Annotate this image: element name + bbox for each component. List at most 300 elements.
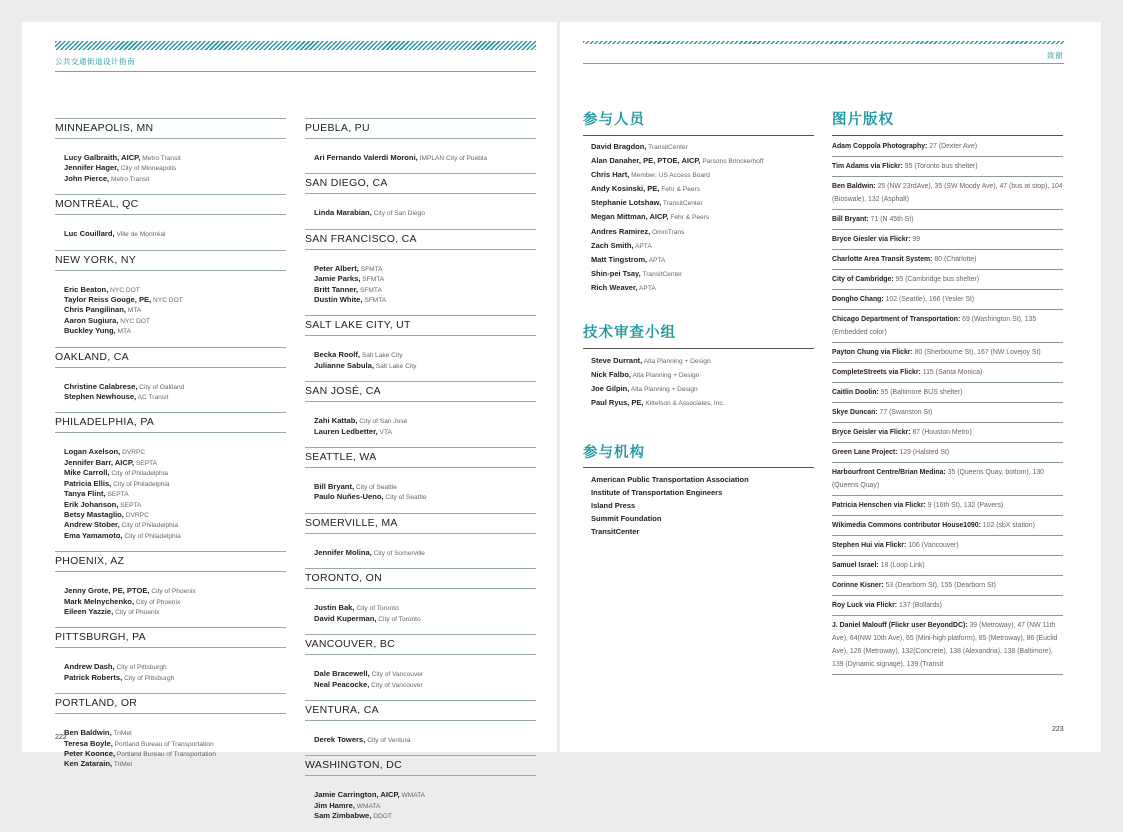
credit-entry <box>832 270 1063 290</box>
person-name: Derek Towers, <box>314 734 366 744</box>
city-heading: OAKLAND, CA <box>55 347 286 368</box>
person-entry <box>64 749 286 759</box>
city-heading: PORTLAND, OR <box>55 693 286 714</box>
people-list <box>305 194 536 218</box>
person-name: Ema Yamamoto, <box>64 530 123 540</box>
city-heading: SAN FRANCISCO, CA <box>305 229 536 250</box>
person-entry <box>314 735 536 745</box>
credit-name: Bryce Geisler via Flickr: <box>832 429 911 436</box>
person-org: City of San Diego <box>371 210 425 218</box>
person-entry <box>64 285 286 295</box>
person-name: Mike Carroll, <box>64 468 110 478</box>
person-org: City of Seattle <box>354 484 397 492</box>
city-block <box>55 250 286 337</box>
person-name: Jamie Parks, <box>314 274 361 284</box>
people-list <box>305 655 536 690</box>
city-heading: SEATTLE, WA <box>305 447 536 468</box>
credit-pages: 69 (Washington St), 135 (Embedded color) <box>832 316 1037 336</box>
credit-pages: 71 (N 45th St) <box>868 216 914 223</box>
person-entry <box>314 680 536 690</box>
credit-name: Samuel Israel: <box>832 562 879 569</box>
person-org: WMATA <box>399 792 426 800</box>
person-org: Kittelson & Associates, Inc. <box>643 400 725 408</box>
person-entry <box>314 285 536 295</box>
person-org: OmniTrans <box>650 228 685 236</box>
credit-entry <box>832 616 1063 675</box>
person-name: Patrick Roberts, <box>64 672 123 682</box>
person-entry <box>64 728 286 738</box>
person-org: City of Philadelphia <box>119 522 178 530</box>
person-org: City of Philadelphia <box>111 480 170 488</box>
credit-pages: 95 (Cambridge bus shelter) <box>893 276 980 283</box>
credit-entry <box>832 576 1063 596</box>
person-org: SEPTA <box>118 501 142 509</box>
city-block <box>305 315 536 371</box>
person-entry <box>64 673 286 683</box>
person-name: Linda Marabian, <box>314 208 372 218</box>
person-org: SEPTA <box>134 459 158 467</box>
credit-name: CompleteStreets via Flickr: <box>832 369 921 376</box>
person-org: SFMTA <box>358 286 382 294</box>
person-name: Sam Zimbabwe, <box>314 811 372 821</box>
person-name: Nick Falbo, <box>591 370 632 380</box>
credit-pages: 102 (Seattle), 166 (Yesler St) <box>883 296 975 303</box>
credit-entry <box>832 536 1063 556</box>
person-name: Erik Johanson, <box>64 499 119 509</box>
person-name: Patricia Ellis, <box>64 478 112 488</box>
org-name: TransitCenter <box>591 527 640 537</box>
credit-pages: 25 (NW 23rdAve), 35 (SW Moody Ave), 47 (bus at stop), 104 (Bioswale), 132 (Asphalt) <box>832 183 1063 203</box>
person-entry <box>314 295 536 305</box>
credit-name: Payton Chung via Flickr: <box>832 349 913 356</box>
person-name: Andrew Stober, <box>64 520 120 530</box>
person-name: Luc Couillard, <box>64 229 115 239</box>
person-entry <box>314 350 536 360</box>
city-heading: SOMERVILLE, MA <box>305 513 536 534</box>
person-entry <box>314 548 536 558</box>
list-item <box>591 473 749 486</box>
credit-name: Green Lane Project: <box>832 449 898 456</box>
person-name: Teresa Boyle, <box>64 738 113 748</box>
person-entry <box>64 153 286 163</box>
person-name: Andres Ramirez, <box>591 226 651 236</box>
person-name: Andy Kosinski, PE, <box>591 184 660 194</box>
person-entry <box>64 739 286 749</box>
person-org: IMPLAN City of Puebla <box>417 155 488 162</box>
credit-entry <box>832 250 1063 270</box>
city-heading: SAN DIEGO, CA <box>305 173 536 194</box>
city-heading: MINNEAPOLIS, MN <box>55 118 286 139</box>
person-org: DDOT <box>371 813 392 821</box>
person-org: AC Transit <box>136 394 169 402</box>
person-org: VTA <box>377 428 392 436</box>
person-name: Andrew Dash, <box>64 662 115 672</box>
person-name: Jennifer Molina, <box>314 547 372 557</box>
person-org: City of Phoenix <box>113 608 160 616</box>
credits-list <box>832 137 1063 717</box>
person-name: Julianne Sabula, <box>314 360 374 370</box>
city-block <box>55 412 286 541</box>
person-name: Rich Weaver, <box>591 282 638 292</box>
person-name: Aaron Sugiura, <box>64 315 119 325</box>
person-org: Metro Transit <box>140 155 181 162</box>
person-name: David Kuperman, <box>314 613 377 623</box>
person-org: WMATA <box>354 802 381 810</box>
person-org: DVRPC <box>123 511 149 519</box>
person-name: Alan Danaher, PE, PTOE, AICP, <box>591 156 701 166</box>
review-title: 技术审查小组 <box>583 325 676 341</box>
person-org: City of Toronto <box>376 615 421 623</box>
city-block <box>305 568 536 624</box>
city-heading: NEW YORK, NY <box>55 250 286 271</box>
list-item <box>591 140 763 154</box>
city-block <box>305 700 536 745</box>
credit-name: Bill Bryant: <box>832 216 869 223</box>
people-list <box>55 368 286 403</box>
credit-name: Wikimedia Commons contributor House1090: <box>832 522 981 529</box>
person-entry <box>64 316 286 326</box>
city-block <box>55 627 286 683</box>
person-org: NYC DOT <box>108 286 140 294</box>
credit-entry <box>832 343 1063 363</box>
person-org: City of Vancouver <box>369 681 423 689</box>
person-name: Jamie Carrington, AICP, <box>314 790 400 800</box>
person-name: David Bragdon, <box>591 142 647 151</box>
person-entry <box>64 447 286 457</box>
credit-pages: 129 (Halsted St) <box>897 449 950 456</box>
city-heading: MONTRÉAL, QC <box>55 194 286 215</box>
list-item <box>591 210 763 224</box>
orgs-list <box>591 473 749 538</box>
credit-name: Stephen Hui via Flickr: <box>832 542 907 549</box>
person-name: Paul Ryus, PE, <box>591 398 644 408</box>
section-rule <box>832 135 1063 136</box>
person-org: Fehr & Peers <box>668 214 710 222</box>
person-entry <box>314 208 536 218</box>
person-org: TriMet <box>112 761 133 769</box>
people-list <box>305 776 536 821</box>
person-name: Eileen Yazzie, <box>64 606 114 616</box>
person-org: Parsons Brinckerhoff <box>700 158 764 166</box>
list-item <box>591 525 749 538</box>
city-block <box>305 381 536 437</box>
credit-pages: 35 (Queens Quay, bottom), 130 (Queens Quay) <box>832 469 1045 489</box>
credit-entry <box>832 443 1063 463</box>
person-org: Member, US Access Board <box>629 172 710 180</box>
list-item <box>591 368 725 382</box>
person-name: Zahi Kattab, <box>314 416 358 426</box>
credit-entry <box>832 230 1063 250</box>
person-name: Jennifer Barr, AICP, <box>64 457 135 467</box>
credit-entry <box>832 423 1063 443</box>
person-org: TriMet <box>111 730 132 738</box>
person-org: APTA <box>647 256 666 264</box>
person-entry <box>64 586 286 596</box>
person-entry <box>64 468 286 478</box>
credit-name: Harbourfront Centre/Brian Medina: <box>832 469 946 476</box>
city-block <box>55 693 286 770</box>
city-heading: SALT LAKE CITY, UT <box>305 315 536 336</box>
credit-pages: 9 (16th St), 132 (Pavers) <box>925 502 1004 509</box>
person-name: Betsy Mastaglio, <box>64 509 124 519</box>
right-header-title: 致谢 <box>1047 51 1063 60</box>
person-name: Ari Fernando Valerdi Moroni, <box>314 153 418 162</box>
city-block <box>55 194 286 239</box>
person-entry <box>314 427 536 437</box>
review-list <box>591 354 725 410</box>
participants-title: 参与人员 <box>583 112 645 128</box>
credit-name: Skye Duncan: <box>832 409 878 416</box>
credit-entry <box>832 463 1063 496</box>
person-name: Justin Bak, <box>314 603 355 613</box>
credit-pages: 87 (Houston Metro) <box>910 429 972 436</box>
person-name: Peter Koonce, <box>64 748 116 758</box>
credit-pages: 99 <box>910 236 921 243</box>
people-list <box>55 433 286 541</box>
person-org: NYC DOT <box>151 297 183 305</box>
person-org: Portland Bureau of Transportation <box>112 740 214 748</box>
person-org: City of Somerville <box>371 549 425 557</box>
people-list <box>305 402 536 437</box>
city-block <box>305 513 536 558</box>
city-heading: SAN JOSÉ, CA <box>305 381 536 402</box>
credit-name: J. Daniel Malouff (Flickr user BeyondDC): <box>832 622 968 629</box>
person-entry <box>64 382 286 392</box>
person-entry <box>64 510 286 520</box>
person-name: Joe Gilpin, <box>591 384 630 394</box>
person-entry <box>64 392 286 402</box>
person-entry <box>314 482 536 492</box>
credit-name: Caitlin Doolin: <box>832 389 879 396</box>
credit-name: City of Cambridge: <box>832 276 894 283</box>
credit-name: Chicago Department of Transportation: <box>832 316 961 323</box>
person-org: SFMTA <box>358 265 383 273</box>
person-entry <box>64 662 286 672</box>
credit-name: Patricia Henschen via Flickr: <box>832 502 926 509</box>
person-entry <box>64 174 286 184</box>
credit-pages: 27 (Dexter Ave) <box>927 143 977 150</box>
city-block <box>55 118 286 184</box>
person-name: Logan Axelson, <box>64 447 121 457</box>
page-number-left: 222 <box>55 734 67 741</box>
credit-name: Adam Coppola Photography: <box>832 143 928 150</box>
person-org: DVRPC <box>120 449 146 457</box>
person-entry <box>314 811 536 821</box>
person-name: Tanya Flint, <box>64 489 106 499</box>
list-item <box>591 154 763 168</box>
person-entry <box>314 801 536 811</box>
person-name: Bill Bryant, <box>314 482 355 492</box>
person-name: Britt Tanner, <box>314 284 359 294</box>
list-item <box>591 182 763 196</box>
person-entry <box>314 416 536 426</box>
header-hatch-bar <box>583 41 1064 44</box>
person-org: City of Pittsburgh <box>122 674 175 682</box>
credit-pages: 80 (Sherbourne St), 167 (NW Lovejoy St) <box>912 349 1041 356</box>
credit-entry <box>832 596 1063 616</box>
person-org: City of Philadelphia <box>122 532 181 540</box>
person-name: Buckley Yung, <box>64 326 116 336</box>
people-list <box>305 139 536 163</box>
person-name: Ken Zatarain, <box>64 759 113 769</box>
header-hatch-bar <box>55 41 536 50</box>
person-name: Jim Hamre, <box>314 800 355 810</box>
list-item <box>591 239 763 253</box>
person-entry <box>64 759 286 769</box>
person-name: Paulo Nuñes-Ueno, <box>314 492 384 502</box>
section-rule <box>583 135 814 136</box>
person-name: Dale Bracewell, <box>314 669 370 679</box>
page-number-right: 223 <box>1052 726 1064 733</box>
city-heading: VANCOUVER, BC <box>305 634 536 655</box>
people-list <box>55 215 286 239</box>
person-org: City of Ventura <box>365 736 411 744</box>
city-block <box>305 173 536 218</box>
credit-name: Charlotte Area Transit System: <box>832 256 933 263</box>
credit-name: Dongho Chang: <box>832 296 884 303</box>
people-list <box>305 589 536 624</box>
person-name: Matt Tingstrom, <box>591 254 648 264</box>
person-entry <box>64 229 286 239</box>
list-item <box>591 486 749 499</box>
list-item <box>591 512 749 525</box>
header-rule <box>583 63 1064 64</box>
person-org: NYC DOT <box>118 317 150 325</box>
credit-pages: 53 (Dearborn St), 155 (Dearborn St) <box>883 582 996 589</box>
person-entry <box>64 489 286 499</box>
org-name: American Public Transportation Association <box>591 475 749 484</box>
person-org: Alta Planning + Design <box>629 386 698 394</box>
credit-entry <box>832 363 1063 383</box>
person-org: TransitCenter <box>646 144 688 151</box>
person-entry <box>64 295 286 305</box>
people-list <box>55 648 286 683</box>
city-block <box>55 551 286 617</box>
credit-name: Tim Adams via Flickr: <box>832 163 903 170</box>
people-list <box>55 572 286 617</box>
person-name: Eric Beaton, <box>64 284 109 294</box>
person-org: City of Minneapolis <box>118 165 177 173</box>
person-name: Stephen Newhouse, <box>64 392 137 402</box>
people-list <box>305 721 536 745</box>
person-org: Alta Planning + Design <box>642 358 711 365</box>
person-entry <box>64 607 286 617</box>
person-org: City of Oakland <box>137 383 185 391</box>
credit-entry <box>832 516 1063 536</box>
person-org: Fehr & Peers <box>659 186 701 194</box>
person-org: Salt Lake City <box>360 352 403 360</box>
person-org: TransitCenter <box>640 270 683 278</box>
credit-entry <box>832 310 1063 343</box>
person-org: City of Phoenix <box>149 588 196 596</box>
person-entry <box>64 520 286 530</box>
person-entry <box>64 500 286 510</box>
person-entry <box>314 669 536 679</box>
people-list <box>305 534 536 558</box>
section-rule <box>583 348 814 349</box>
city-heading: PUEBLA, PU <box>305 118 536 139</box>
credit-entry <box>832 556 1063 576</box>
org-name: Institute of Transportation Engineers <box>591 488 723 498</box>
orgs-title: 参与机构 <box>583 445 645 461</box>
person-org: SEPTA <box>105 491 129 499</box>
person-name: John Pierce, <box>64 173 110 183</box>
credit-pages: 102 (sbX station) <box>980 522 1035 529</box>
list-item <box>591 253 763 267</box>
header-rule <box>55 71 536 72</box>
person-name: Ben Baldwin, <box>64 728 112 738</box>
person-org: City of Philadelphia <box>109 470 168 478</box>
person-entry <box>64 597 286 607</box>
credit-pages: 106 (Vancouver) <box>906 542 959 549</box>
list-item <box>591 281 763 295</box>
people-list <box>55 271 286 337</box>
list-item <box>591 396 725 410</box>
list-item <box>591 354 725 368</box>
person-name: Neal Peacocke, <box>314 679 370 689</box>
credit-pages: 115 (Santa Monica) <box>920 369 983 376</box>
person-name: Lauren Ledbetter, <box>314 426 378 436</box>
credit-entry <box>832 210 1063 230</box>
person-entry <box>314 153 536 163</box>
list-item <box>591 382 725 396</box>
section-rule <box>583 467 814 468</box>
people-list <box>55 714 286 770</box>
city-block <box>305 447 536 503</box>
city-heading: TORONTO, ON <box>305 568 536 589</box>
person-org: City of San José <box>357 418 408 426</box>
city-heading: WASHINGTON, DC <box>305 755 536 776</box>
person-entry <box>64 305 286 315</box>
credit-name: Bryce Giesler via Flickr: <box>832 236 911 243</box>
person-entry <box>64 458 286 468</box>
person-org: APTA <box>633 242 652 250</box>
person-org: City of Phoenix <box>134 598 181 606</box>
city-block <box>305 634 536 690</box>
city-heading: VENTURA, CA <box>305 700 536 721</box>
participants-list <box>591 140 763 295</box>
person-entry <box>64 479 286 489</box>
person-entry <box>314 361 536 371</box>
city-heading: PITTSBURGH, PA <box>55 627 286 648</box>
credit-entry <box>832 177 1063 210</box>
credit-entry <box>832 290 1063 310</box>
person-entry <box>64 163 286 173</box>
people-list <box>305 336 536 371</box>
person-name: Steve Durrant, <box>591 356 643 365</box>
credit-pages: 137 (Bollards) <box>897 602 942 609</box>
person-entry <box>64 326 286 336</box>
person-entry <box>314 614 536 624</box>
person-entry <box>64 531 286 541</box>
person-entry <box>314 274 536 284</box>
city-block <box>305 755 536 821</box>
org-name: Island Press <box>591 501 636 511</box>
credit-pages: 80 (Charlotte) <box>932 256 977 263</box>
credit-entry <box>832 157 1063 177</box>
list-item <box>591 267 763 281</box>
people-list <box>55 139 286 184</box>
person-name: Becka Roolf, <box>314 350 360 360</box>
city-heading: PHOENIX, AZ <box>55 551 286 572</box>
person-entry <box>314 790 536 800</box>
person-name: Chris Hart, <box>591 170 630 180</box>
city-block <box>305 229 536 306</box>
person-name: Stephanie Lotshaw, <box>591 198 662 208</box>
org-name: Summit Foundation <box>591 514 662 524</box>
person-org: City of Seattle <box>383 494 427 502</box>
credit-name: Corinne Kisner: <box>832 582 884 589</box>
